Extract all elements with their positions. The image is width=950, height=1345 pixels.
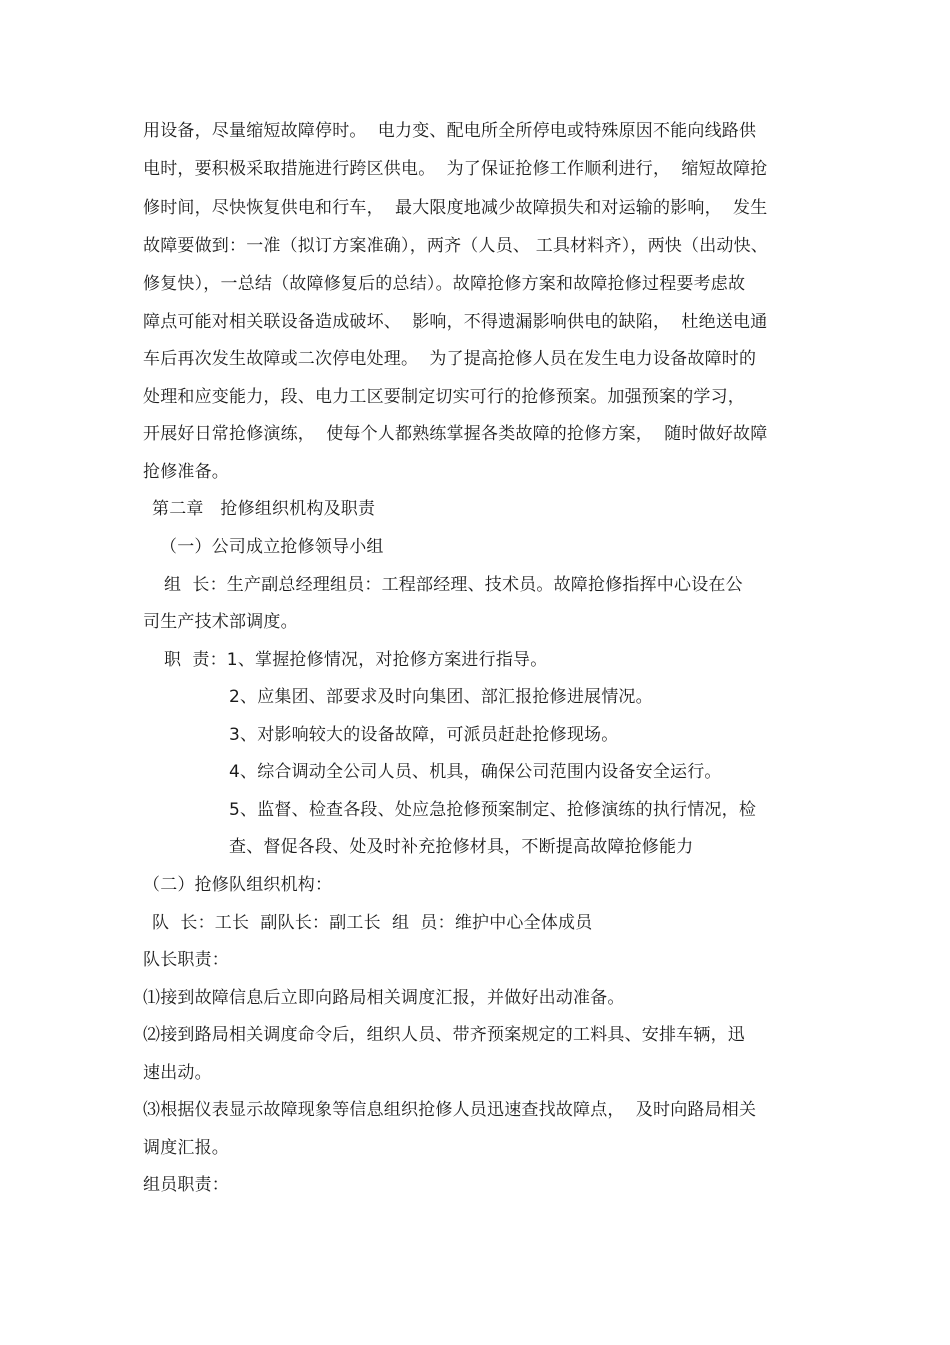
text-line: 队 长：工长 副队长：副工长 组 员：维护中心全体成员 xyxy=(152,913,593,933)
text-line: 障点可能对相关联设备造成破坏、 影响，不得遗漏影响供电的缺陷， 杜绝送电通 xyxy=(143,312,768,332)
duty-item: 5、监督、检查各段、处应急抢修预案制定、抢修演练的执行情况，检 xyxy=(229,800,757,820)
text-line: 抢修准备。 xyxy=(143,462,229,482)
duty-item: 3、对影响较大的设备故障，可派员赶赴抢修现场。 xyxy=(229,725,619,745)
text-line: 电时，要积极采取措施进行跨区供电。 为了保证抢修工作顺利进行， 缩短故障抢 xyxy=(143,159,768,179)
duty-item: 查、督促各段、处及时补充抢修材具，不断提高故障抢修能力 xyxy=(229,837,694,857)
text-line: 处理和应变能力，段、电力工区要制定切实可行的抢修预案。加强预案的学习， xyxy=(143,387,745,407)
subsection-label: 队长职责： xyxy=(143,950,229,970)
text-line: 组 长：生产副总经理组员：工程部经理、技术员。故障抢修指挥中心设在公 xyxy=(164,575,743,595)
duty-item: 4、综合调动全公司人员、机具，确保公司范围内设备安全运行。 xyxy=(229,762,722,782)
text-line: 用设备，尽量缩短故障停时。 电力变、配电所全所停电或特殊原因不能向线路供 xyxy=(143,121,757,141)
text-line: 速出动。 xyxy=(143,1063,212,1083)
text-line: 司生产技术部调度。 xyxy=(143,612,298,632)
text-line: 修复快），一总结（故障修复后的总结）。故障抢修方案和故障抢修过程要考虑故 xyxy=(143,274,746,294)
section-heading: （一）公司成立抢修领导小组 xyxy=(160,537,384,557)
section-heading: （二）抢修队组织机构： xyxy=(143,875,333,895)
text-line: ⑴接到故障信息后立即向路局相关调度汇报，并做好出动准备。 xyxy=(143,988,625,1008)
duty-item: 2、应集团、部要求及时向集团、部汇报抢修进展情况。 xyxy=(229,687,653,707)
text-line: 车后再次发生故障或二次停电处理。 为了提高抢修人员在发生电力设备故障时的 xyxy=(143,349,757,369)
duty-item: 职 责：1、掌握抢修情况，对抢修方案进行指导。 xyxy=(164,650,548,670)
text-line: ⑶根据仪表显示故障现象等信息组织抢修人员迅速查找故障点， 及时向路局相关 xyxy=(143,1100,757,1120)
text-line: 故障要做到：一准（拟订方案准确），两齐（人员、 工具材料齐），两快（出动快、 xyxy=(143,236,769,256)
text-line: 开展好日常抢修演练， 使每个人都熟练掌握各类故障的抢修方案， 随时做好故障 xyxy=(143,424,768,444)
text-line: ⑵接到路局相关调度命令后，组织人员、带齐预案规定的工料具、安排车辆，迅 xyxy=(143,1025,745,1045)
subsection-label: 组员职责： xyxy=(143,1175,229,1195)
text-line: 调度汇报。 xyxy=(143,1138,229,1158)
text-line: 修时间，尽快恢复供电和行车， 最大限度地减少故障损失和对运输的影响， 发生 xyxy=(143,198,768,218)
chapter-heading: 第二章 抢修组织机构及职责 xyxy=(152,499,376,519)
